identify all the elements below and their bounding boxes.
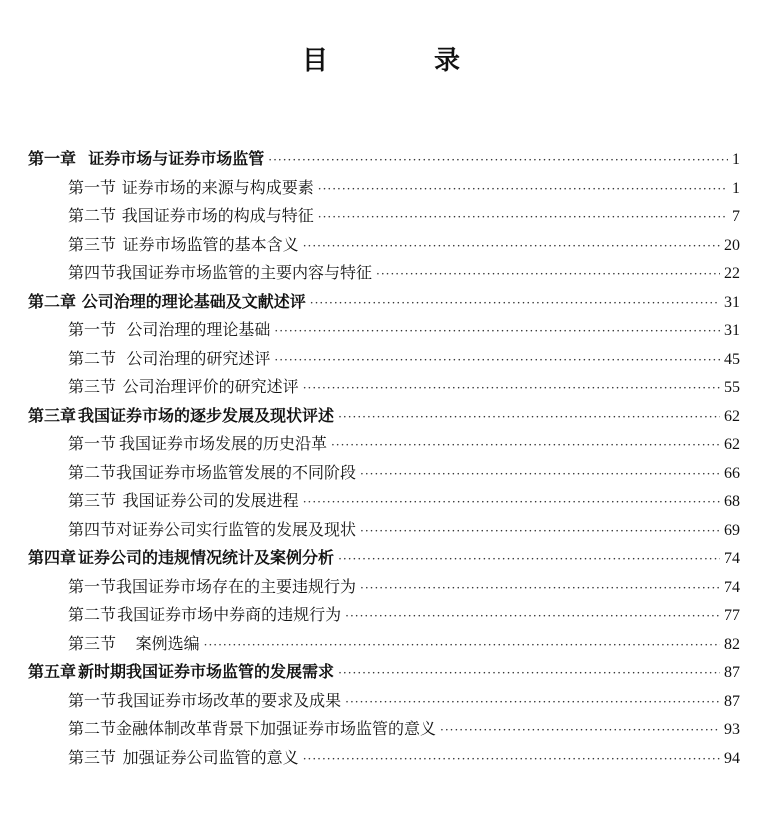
section-title: 我国证券市场改革的要求及成果 xyxy=(117,690,342,710)
page-number: 69 xyxy=(724,521,740,539)
dot-leader xyxy=(360,467,720,481)
dot-leader xyxy=(303,239,720,253)
page-number: 62 xyxy=(724,436,740,453)
section-number: 第二节 xyxy=(68,206,117,225)
toc-section-row[interactable] xyxy=(28,488,740,517)
page-number: 55 xyxy=(724,379,740,396)
chapter-number: 第二章 xyxy=(28,291,77,311)
toc-section-row[interactable] xyxy=(28,232,740,261)
section-number: 第一节 xyxy=(68,320,117,339)
page-number: 66 xyxy=(724,464,740,482)
dot-leader xyxy=(303,752,720,766)
page-number: 87 xyxy=(724,692,740,710)
dot-leader xyxy=(274,324,720,338)
page-number: 74 xyxy=(724,550,740,567)
chapter-title: 证券公司的违规情况统计及案例分析 xyxy=(78,548,335,567)
section-title: 金融体制改革背景下加强证券市场监管的意义 xyxy=(116,719,437,738)
page-number: 31 xyxy=(724,322,740,339)
toc-section-row[interactable] xyxy=(28,317,740,346)
section-title: 我国证券市场中券商的违规行为 xyxy=(117,605,342,624)
dot-leader xyxy=(360,581,720,595)
toc-chapter-row[interactable] xyxy=(28,403,740,432)
dot-leader xyxy=(318,210,728,224)
page-number: 62 xyxy=(724,407,740,425)
toc-section-row[interactable] xyxy=(28,716,740,745)
dot-leader xyxy=(345,609,720,623)
section-number: 第三节 xyxy=(68,491,117,510)
toc-section-row[interactable] xyxy=(28,688,740,717)
dot-leader xyxy=(360,524,720,538)
page-number: 20 xyxy=(724,236,740,254)
dot-leader xyxy=(268,153,728,167)
toc-section-row[interactable] xyxy=(28,517,740,546)
dot-leader xyxy=(303,381,720,395)
toc-section-row[interactable] xyxy=(28,602,740,631)
section-title: 公司治理的研究述评 xyxy=(126,348,271,368)
toc-section-row[interactable] xyxy=(28,460,740,489)
section-number: 第一节 xyxy=(68,690,117,710)
toc-section-row[interactable] xyxy=(28,374,740,403)
page-number: 77 xyxy=(724,607,740,624)
dot-leader xyxy=(303,495,720,509)
toc-section-row[interactable] xyxy=(28,574,740,603)
table-of-contents xyxy=(28,146,740,773)
dot-leader xyxy=(204,638,720,652)
chapter-title: 公司治理的理论基础及文献述评 xyxy=(81,291,306,311)
page-number: 1 xyxy=(732,151,740,168)
section-title: 我国证券市场监管的主要内容与特征 xyxy=(116,263,373,282)
toc-section-row[interactable] xyxy=(28,260,740,289)
dot-leader xyxy=(338,552,720,566)
section-title: 公司治理评价的研究述评 xyxy=(122,377,299,396)
dot-leader xyxy=(345,695,720,709)
section-title: 我国证券公司的发展进程 xyxy=(122,491,299,510)
chapter-number: 第三章 xyxy=(28,405,77,425)
chapter-number: 第一章 xyxy=(28,149,77,168)
section-title: 证券市场的来源与构成要素 xyxy=(121,177,314,197)
toc-section-row[interactable] xyxy=(28,203,740,232)
chapter-title: 我国证券市场的逐步发展及现状评述 xyxy=(78,405,335,425)
section-title: 证券市场监管的基本含义 xyxy=(122,234,299,254)
section-number: 第二节 xyxy=(68,462,117,482)
dot-leader xyxy=(318,182,728,196)
section-title: 我国证券市场的构成与特征 xyxy=(121,206,314,225)
section-title: 我国证券市场发展的历史沿革 xyxy=(118,434,327,453)
section-title: 我国证券市场存在的主要违规行为 xyxy=(116,576,357,596)
toc-section-row[interactable] xyxy=(28,745,740,774)
chapter-title: 新时期我国证券市场监管的发展需求 xyxy=(78,662,335,681)
section-title: 公司治理的理论基础 xyxy=(126,320,271,339)
dot-leader xyxy=(440,723,720,737)
toc-section-row[interactable] xyxy=(28,175,740,204)
dot-leader xyxy=(338,666,720,680)
section-number: 第四节 xyxy=(68,263,117,282)
page-title: 目 录 xyxy=(301,46,500,76)
section-number: 第四节 xyxy=(68,519,117,539)
section-number: 第二节 xyxy=(68,605,117,624)
page-number: 22 xyxy=(724,265,740,282)
page-number: 68 xyxy=(724,493,740,510)
page-number: 94 xyxy=(724,749,740,767)
section-number: 第三节 xyxy=(68,377,117,396)
section-number: 第三节 xyxy=(68,747,117,767)
section-title: 案例选编 xyxy=(135,633,200,653)
page-number: 74 xyxy=(724,578,740,596)
section-number: 第三节 xyxy=(68,633,117,653)
dot-leader xyxy=(376,267,720,281)
page-number: 93 xyxy=(724,721,740,738)
toc-chapter-row[interactable] xyxy=(28,659,740,688)
toc-section-row[interactable] xyxy=(28,431,740,460)
section-number: 第二节 xyxy=(68,719,117,738)
section-number: 第一节 xyxy=(68,576,117,596)
section-number: 第一节 xyxy=(68,177,117,197)
section-number: 第二节 xyxy=(68,348,117,368)
chapter-number: 第四章 xyxy=(28,548,77,567)
dot-leader xyxy=(274,353,720,367)
section-title: 我国证券市场监管发展的不同阶段 xyxy=(116,462,357,482)
toc-chapter-row[interactable] xyxy=(28,146,740,175)
toc-section-row[interactable] xyxy=(28,631,740,660)
chapter-title: 证券市场与证券市场监管 xyxy=(88,149,265,168)
page-number: 31 xyxy=(724,293,740,311)
toc-chapter-row[interactable] xyxy=(28,289,740,318)
page-number: 45 xyxy=(724,350,740,368)
page-number: 87 xyxy=(724,664,740,681)
page-number: 82 xyxy=(724,635,740,653)
page-number: 1 xyxy=(732,179,740,197)
page-number: 7 xyxy=(732,208,740,225)
chapter-number: 第五章 xyxy=(28,662,77,681)
section-number: 第一节 xyxy=(68,434,117,453)
section-title: 加强证券公司监管的意义 xyxy=(122,747,299,767)
section-title: 对证券公司实行监管的发展及现状 xyxy=(116,519,357,539)
dot-leader xyxy=(331,438,720,452)
dot-leader xyxy=(338,410,720,424)
toc-section-row[interactable] xyxy=(28,346,740,375)
dot-leader xyxy=(310,296,720,310)
toc-chapter-row[interactable] xyxy=(28,545,740,574)
section-number: 第三节 xyxy=(68,234,117,254)
